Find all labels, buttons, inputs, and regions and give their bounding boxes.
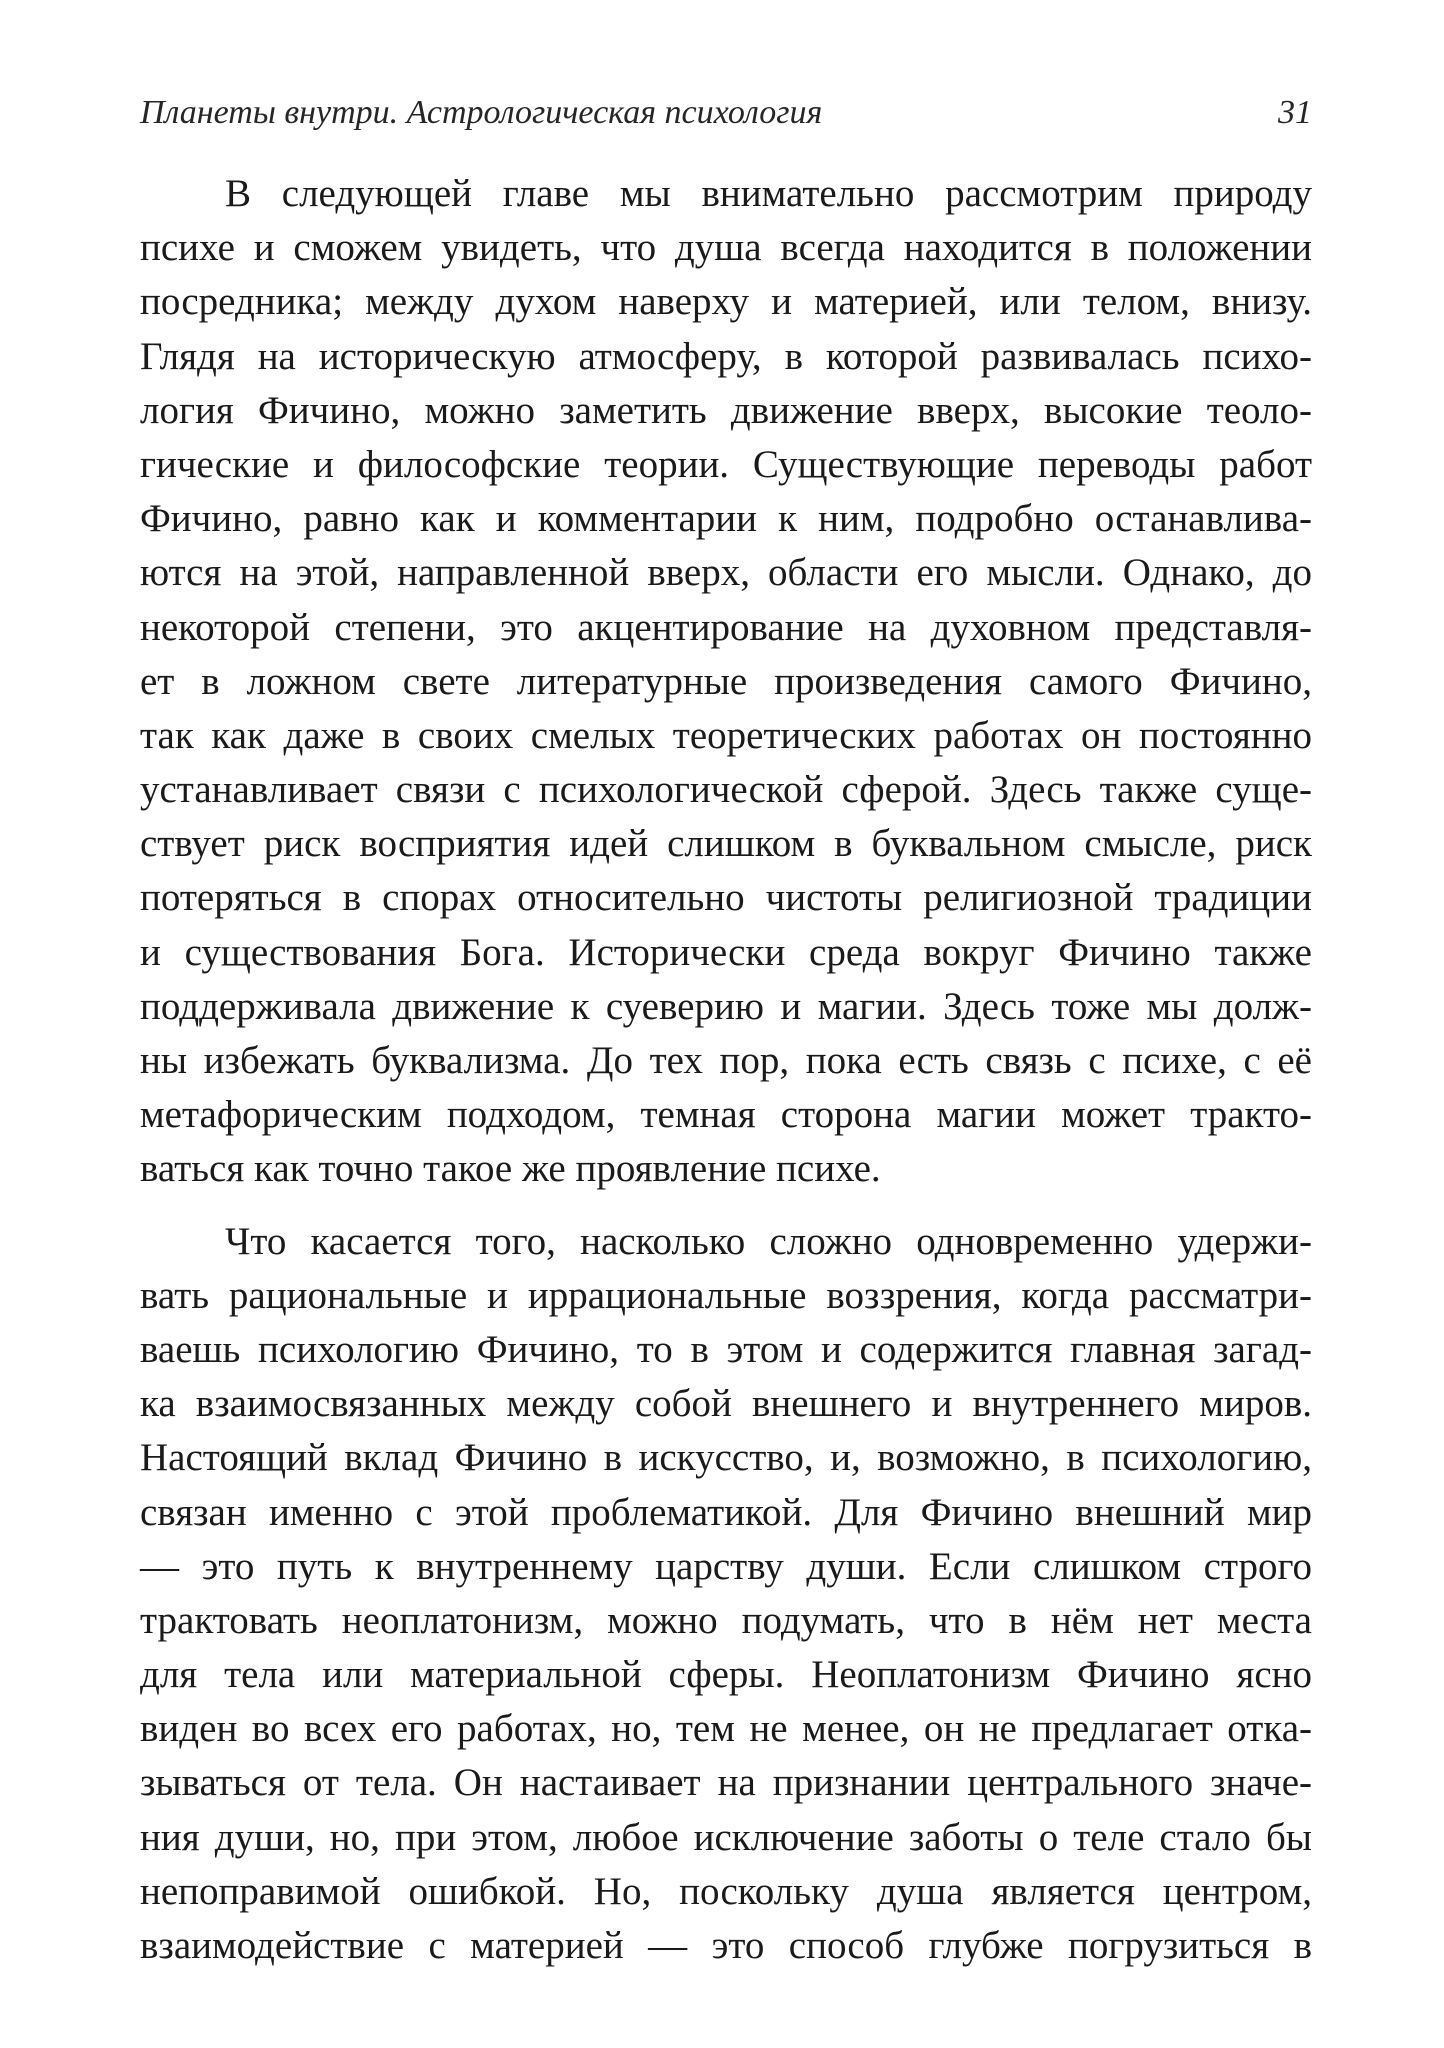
text-line: ния души, но, при этом, любое исключение заботы о теле стало бы (140, 1815, 1312, 1859)
page-number: 31 (1278, 94, 1312, 131)
text-line: некоторой степени, это акцентирование на духовном представля- (140, 605, 1312, 649)
running-header (140, 88, 1312, 138)
text-line: и существования Бога. Исторически среда вокруг Фичино также (140, 930, 1312, 974)
text-line: ет в ложном свете литературные произведения самого Фичино, (140, 659, 1312, 703)
text-line: потеряться в спорах относительно чистоты религиозной традиции (140, 876, 1312, 920)
text-line: — это путь к внутреннему царству души. Если слишком строго (140, 1544, 1312, 1588)
text-line: ка взаимосвязанных между собой внешнего и внутреннего миров. (140, 1382, 1312, 1426)
text-line: ны избежать буквализма. До тех пор, пока есть связь с психе, с её (140, 1039, 1312, 1082)
body-text (140, 167, 1312, 1973)
text-line: виден во всех его работах, но, тем не менее, он не предлагает отка- (140, 1707, 1312, 1751)
text-line: Глядя на историческую атмосферу, в которой развивалась психо- (140, 334, 1312, 378)
text-line: связан именно с этой проблематикой. Для Фичино внешний мир (140, 1490, 1312, 1534)
text-line: зываться от тела. Он настаивает на признании центрального значе- (140, 1761, 1312, 1805)
text-line: так как даже в своих смелых теоретических работах он постоянно (140, 713, 1312, 757)
text-line: взаимодействие с материей — это способ глубже погрузиться в (140, 1924, 1312, 1967)
text-line: гические и философские теории. Существующие переводы работ (140, 442, 1312, 486)
text-line: поддерживала движение к суеверию и магии. Здесь тоже мы долж- (140, 984, 1312, 1028)
text-line: непоправимой ошибкой. Но, поскольку душа является центром, (140, 1869, 1312, 1913)
paragraph (140, 1215, 1312, 1974)
text-line: вать рациональные и иррациональные воззрения, когда рассматри- (140, 1273, 1312, 1317)
text-line: ются на этой, направленной вверх, области его мысли. Однако, до (140, 551, 1312, 595)
paragraph (140, 167, 1312, 1197)
text-line: ваться как точно такое же проявление психе. (140, 1147, 881, 1191)
text-line: для тела или материальной сферы. Неоплатонизм Фичино ясно (140, 1653, 1312, 1697)
text-line: Что касается того, насколько сложно одновременно удержи- (225, 1219, 1312, 1263)
text-line: метафорическим подходом, темная сторона магии может тракто- (140, 1093, 1312, 1137)
text-line: посредника; между духом наверху и материей, или телом, внизу. (140, 280, 1312, 324)
text-line: ствует риск восприятия идей слишком в буквальном смысле, риск (140, 822, 1312, 866)
text-line: психе и сможем увидеть, что душа всегда находится в положении (140, 226, 1312, 270)
running-header-title: Планеты внутри. Астрологическая психология (140, 94, 823, 131)
text-line: Настоящий вклад Фичино в искусство, и, возможно, в психологию, (140, 1436, 1312, 1480)
text-line: В следующей главе мы внимательно рассмотрим природу (225, 172, 1312, 215)
text-line: трактовать неоплатонизм, можно подумать, что в нём нет места (140, 1598, 1312, 1642)
text-line: устанавливает связи с психологической сферой. Здесь также суще- (140, 768, 1312, 812)
text-line: Фичино, равно как и комментарии к ним, подробно останавлива- (140, 497, 1312, 541)
text-line: логия Фичино, можно заметить движение вверх, высокие теоло- (140, 388, 1312, 432)
text-line: ваешь психологию Фичино, то в этом и содержится главная загад- (140, 1327, 1312, 1371)
